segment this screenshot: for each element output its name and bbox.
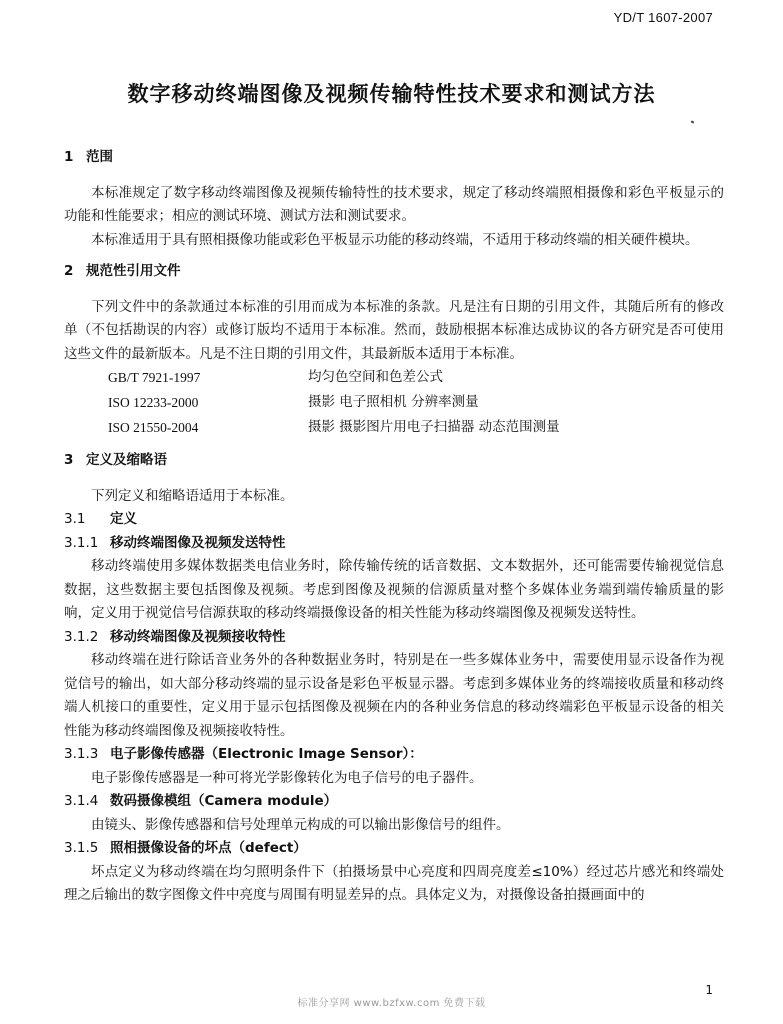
subsection-number: 3.1.3 (64, 746, 99, 762)
section-heading (64, 449, 724, 473)
section-number: 2 (64, 263, 74, 279)
section-title: 范围 (86, 149, 113, 165)
document-body (64, 146, 724, 908)
reference-name: 均匀色空间和色差公式 (308, 369, 443, 385)
section-title: 定义及缩略语 (86, 452, 167, 468)
reference-list (108, 366, 560, 441)
subsection-title: 电子影像传感器（Electronic Image Sensor）： (110, 746, 423, 762)
reference-name: 摄影 电子照相机 分辨率测量 (308, 394, 479, 410)
paragraph: 电子影像传感器是一种可将光学影像转化为电子信号的电子器件。 (91, 769, 483, 786)
paragraph: 本标准适用于具有照相摄像功能或彩色平板显示功能的移动终端，不适用于移动终端的相关硬件模块。 (91, 231, 699, 248)
subsection-title: 照相摄像设备的坏点（defect） (110, 840, 307, 856)
section-number: 1 (64, 149, 74, 165)
subsection-title: 数码摄像模组（Camera module） (110, 793, 338, 809)
page-number: 1 (705, 983, 713, 997)
subsection-heading (64, 743, 724, 767)
document-title: 数字移动终端图像及视频传输特性技术要求和测试方法 (127, 82, 656, 106)
subsection-title: 定义 (110, 511, 137, 527)
subsection-number: 3.1.4 (64, 793, 99, 809)
subsection-heading (64, 626, 724, 650)
section-heading (64, 146, 724, 170)
reference-row (108, 366, 560, 391)
subsection-heading (64, 532, 724, 556)
subsection-number: 3.1.5 (64, 840, 99, 856)
section-heading (64, 260, 724, 284)
paragraph: 坏点定义为移动终端在均匀照明条件下（拍摄场景中心亮度和四周亮度差≤10%）经过芯片感光和终端处理之后输出的数字图像文件中亮度与周围有明显差异的点。具体定义为，对摄像设备拍摄画面中的 (64, 863, 724, 903)
scan-speck (691, 120, 695, 123)
paragraph: 由镜头、影像传感器和信号处理单元构成的可以输出影像信号的组件。 (91, 816, 510, 833)
subsection-heading (64, 837, 724, 861)
subsection-number: 3.1.2 (64, 628, 99, 645)
paragraph: 移动终端在进行除话音业务外的各种数据业务时，特别是在一些多媒体业务中，需要使用显示设备作为视觉信号的输出，如大部分移动终端的显示设备是彩色平板显示器。考虑到多媒体业务的终端接收质量和移动终端人机接口的重要性，定义用于显示包括图像及视频在内的各种业务信息的移动终端彩色平板显示设备的相关性能为移动终端图像及视频接收特性。 (64, 652, 724, 739)
reference-row (108, 416, 560, 441)
paragraph: 本标准规定了数字移动终端图像及视频传输特性的技术要求，规定了移动终端照相摄像和彩色平板显示的功能和性能要求；相应的测试环境、测试方法和测试要求。 (64, 184, 724, 224)
subsection-heading (64, 508, 724, 532)
reference-name: 摄影 摄影图片用电子扫描器 动态范围测量 (308, 419, 560, 435)
section-number: 3 (64, 452, 74, 468)
watermark-footer: 标准分享网 www.bzfxw.com 免费下载 (297, 998, 486, 1009)
paragraph: 下列文件中的条款通过本标准的引用而成为本标准的条款。凡是注有日期的引用文件，其随后所有的修改单（不包括勘误的内容）或修订版均不适用于本标准。然而，鼓励根据本标准达成协议的各方研究是否可使用这些文件的最新版本。凡是不注日期的引用文件，其最新版本适用于本标准。 (64, 298, 724, 362)
reference-row (108, 391, 560, 416)
subsection-title: 移动终端图像及视频发送特性 (110, 534, 286, 551)
subsection-title: 移动终端图像及视频接收特性 (110, 628, 286, 645)
reference-code: GB/T 7921-1997 (108, 370, 201, 385)
subsection-heading (64, 790, 724, 814)
standard-number: YD/T 1607-2007 (613, 10, 713, 25)
section-title: 规范性引用文件 (86, 263, 181, 279)
subsection-number: 3.1 (64, 511, 86, 527)
reference-code: ISO 12233-2000 (108, 395, 199, 410)
reference-code: ISO 21550-2004 (108, 420, 199, 435)
paragraph: 下列定义和缩略语适用于本标准。 (91, 487, 294, 504)
paragraph: 移动终端使用多媒体数据类电信业务时，除传输传统的话音数据、文本数据外，还可能需要传输视觉信息数据，这些数据主要包括图像及视频。考虑到图像及视频的信源质量对整个多媒体业务端到端传输质量的影响，定义用于视觉信号信源获取的移动终端摄像设备的相关性能为移动终端图像及视频发送特性。 (64, 558, 724, 621)
subsection-number: 3.1.1 (64, 534, 99, 551)
